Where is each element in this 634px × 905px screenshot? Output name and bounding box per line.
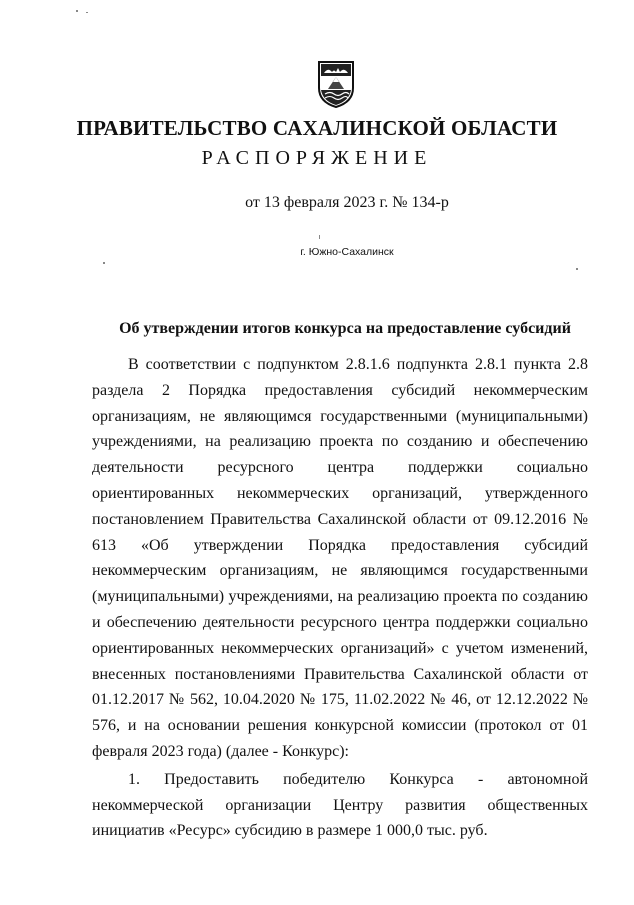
scan-speck [86,12,88,13]
scan-speck [76,10,78,12]
document-type: РАСПОРЯЖЕНИЕ [201,147,433,169]
date-and-number: от 13 февраля 2023 г. № 134-р [245,194,449,211]
document-body [92,352,588,844]
city-name: г. Южно-Сахалинск [300,246,394,258]
scan-speck [319,235,320,239]
paragraph-item-1: 1. Предоставить победителю Конкурса - автономной некоммерческой организации Центру развития общественных инициатив «Ресурс» субсидию в размере 1 000,0 тыс. руб. [92,770,588,840]
organization-title: ПРАВИТЕЛЬСТВО САХАЛИНСКОЙ ОБЛАСТИ [76,116,558,140]
scan-speck [103,262,105,264]
coat-of-arms-icon [316,58,356,108]
document-title: Об утверждении итогов конкурса на предоставление субсидий [119,320,571,337]
scan-speck [576,268,578,270]
paragraph-preamble: В соответствии с подпунктом 2.8.1.6 подпункта 2.8.1 пункта 2.8 раздела 2 Порядка предоставления субсидий некоммерческим организациям, не являющимся государственными (муниципальными) учреждениями, на реализацию проекта по созданию и обеспечению деятельности ресурсного центра поддержки социально ориентированных некоммерческих организаций, утвержденного постановлением Правительства Сахалинской области от 09.12.2016 № 613 «Об утверждении Порядка предоставления субсидий некоммерческим организациям, не являющимся государственными (муниципальными) учреждениями, на реализацию проекта по созданию и обеспечению деятельности ресурсного центра поддержки социально ориентированных некоммерческих организаций» с учетом изменений, внесенных постановлениями Правительства Сахалинской области от 01.12.2017 № 562, 10.04.2020 № 175, 11.02.2022 № 46, от 12.12.2022 № 576, и на основании решения конкурсной комиссии (протокол от 01 февраля 2023 года) (далее - Конкурс): [92,356,588,760]
